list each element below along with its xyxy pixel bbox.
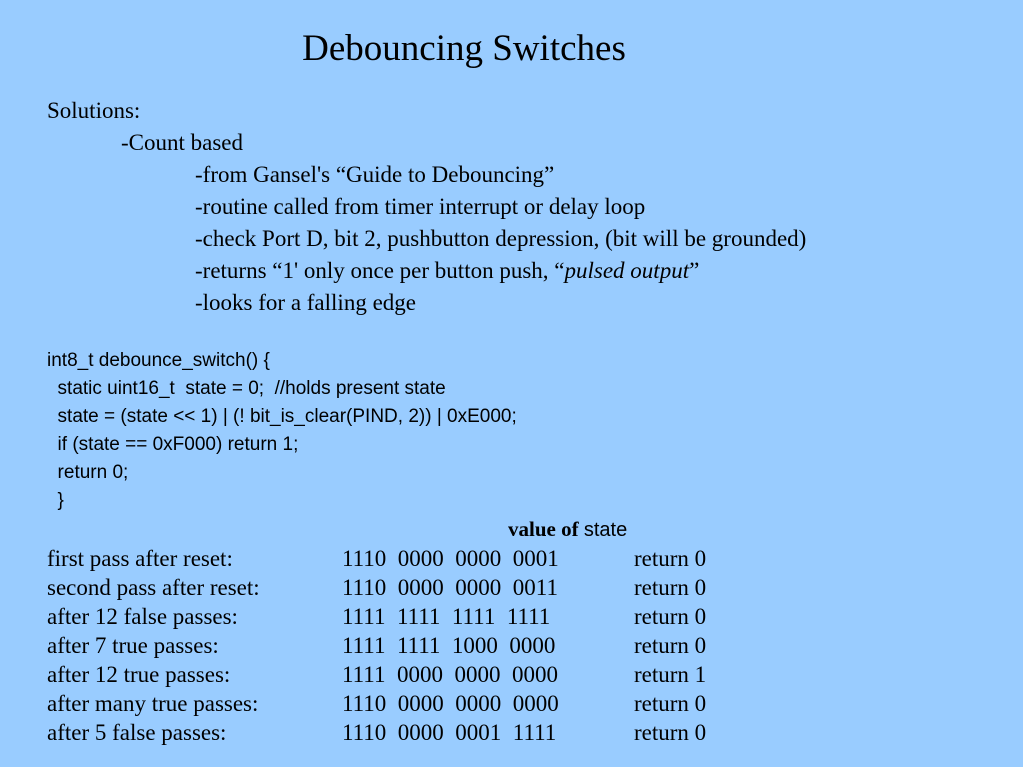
bullet-returns-close-quote: ” (689, 258, 700, 283)
bullet-returns-text: -returns “1' only once per button push, “ (195, 258, 565, 283)
row-state-bits: 1110 0000 0000 0011 (342, 575, 558, 600)
table-row (0, 718, 1023, 747)
pulsed-output-emphasis: pulsed output (564, 258, 690, 283)
slide-title: Debouncing Switches (302, 28, 626, 69)
row-return-value: return 0 (634, 604, 707, 629)
row-label: first pass after reset: (47, 546, 233, 571)
count-based-item: -Count based (121, 130, 244, 155)
table-row (0, 602, 1023, 631)
row-state-bits: 1111 0000 0000 0000 (342, 662, 558, 687)
bullet-returns-once (195, 257, 699, 285)
code-line-4: if (state == 0xF000) return 1; (47, 434, 299, 455)
code-line-1: int8_t debounce_switch() { (47, 350, 270, 371)
table-row (0, 544, 1023, 573)
row-state-bits: 1110 0000 0000 0001 (342, 546, 559, 571)
row-return-value: return 1 (634, 662, 707, 687)
code-line-6: } (47, 490, 64, 511)
state-label: state (583, 519, 628, 541)
code-line-2: static uint16_t state = 0; //holds present state (47, 378, 446, 399)
row-label: after 5 false passes: (47, 720, 227, 745)
table-row (0, 689, 1023, 718)
table-row (0, 660, 1023, 689)
row-state-bits: 1110 0000 0001 1111 (342, 720, 557, 745)
row-label: after many true passes: (47, 691, 259, 716)
bullet-routine-called: -routine called from timer interrupt or delay loop (195, 194, 646, 219)
row-return-value: return 0 (634, 691, 707, 716)
row-state-bits: 1111 1111 1111 1111 (342, 604, 551, 629)
value-of-label: value of (508, 517, 579, 541)
row-label: after 12 false passes: (47, 604, 238, 629)
row-state-bits: 1111 1111 1000 0000 (342, 633, 556, 658)
bullet-falling-edge: -looks for a falling edge (195, 290, 416, 315)
row-return-value: return 0 (634, 633, 707, 658)
bullet-gansel-guide: -from Gansel's “Guide to Debouncing” (195, 162, 555, 187)
row-return-value: return 0 (634, 575, 707, 600)
row-label: after 7 true passes: (47, 633, 219, 658)
table-row (0, 631, 1023, 660)
solutions-heading: Solutions: (47, 98, 141, 123)
bullet-check-port: -check Port D, bit 2, pushbutton depression, (bit will be grounded) (195, 226, 807, 251)
table-row (0, 573, 1023, 602)
row-state-bits: 1110 0000 0000 0000 (342, 691, 559, 716)
row-return-value: return 0 (634, 546, 707, 571)
code-line-5: return 0; (47, 462, 129, 483)
value-of-state-header (508, 515, 627, 544)
row-label: after 12 true passes: (47, 662, 231, 687)
row-label: second pass after reset: (47, 575, 260, 600)
code-line-3: state = (state << 1) | (! bit_is_clear(PIND, 2)) | 0xE000; (47, 406, 517, 427)
row-return-value: return 0 (634, 720, 707, 745)
